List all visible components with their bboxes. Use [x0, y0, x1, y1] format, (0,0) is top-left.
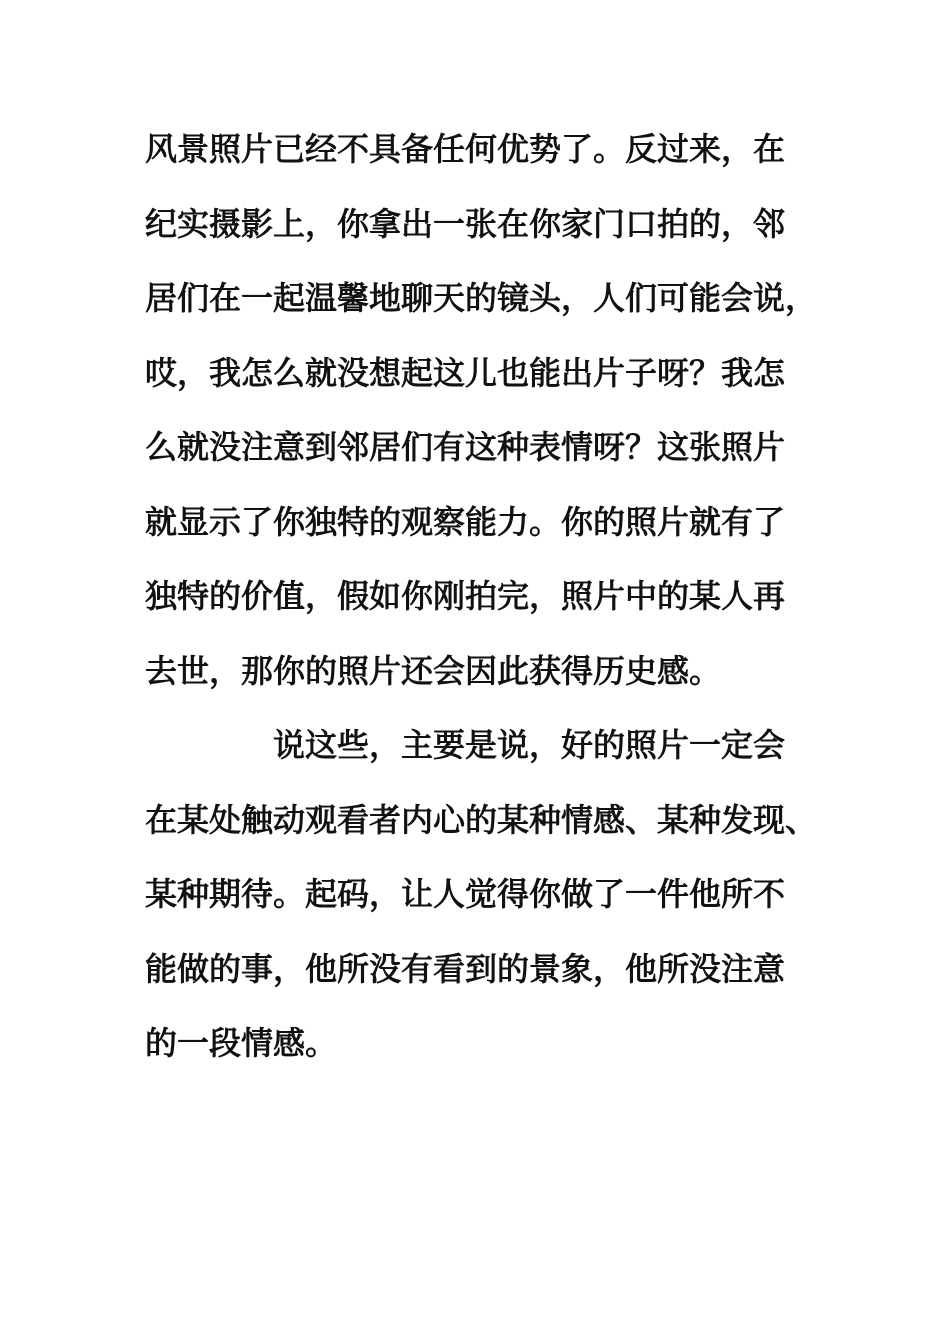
text-line: 去世，那你的照片还会因此获得历史感。 [145, 651, 722, 690]
text-line: 能做的事，他所没有看到的景象，他所没注意 [145, 949, 786, 988]
text-line: 在某处触动观看者内心的某种情感、某种发现、 [145, 800, 818, 839]
text-line: 哎，我怎么就没想起这儿也能出片子呀？我怎 [145, 353, 786, 392]
text-line: 纪实摄影上，你拿出一张在你家门口拍的，邻 [145, 204, 786, 243]
text-line: 么就没注意到邻居们有这种表情呀？这张照片 [145, 428, 786, 466]
text-line: 就显示了你独特的观察能力。你的照片就有了 [145, 502, 786, 541]
text-line: 居们在一起温馨地聊天的镜头，人们可能会说， [145, 279, 818, 317]
text-line: 的一段情感。 [145, 1024, 338, 1062]
document-body [145, 112, 825, 1081]
text-line: 风景照片已经不具备任何优势了。反过来，在 [145, 130, 786, 168]
paragraph-start-line: 说这些，主要是说，好的照片一定会 [273, 726, 786, 764]
text-line: 独特的价值，假如你刚拍完，照片中的某人再 [145, 577, 786, 615]
text-line: 某种期待。起码，让人觉得你做了一件他所不 [145, 875, 786, 913]
